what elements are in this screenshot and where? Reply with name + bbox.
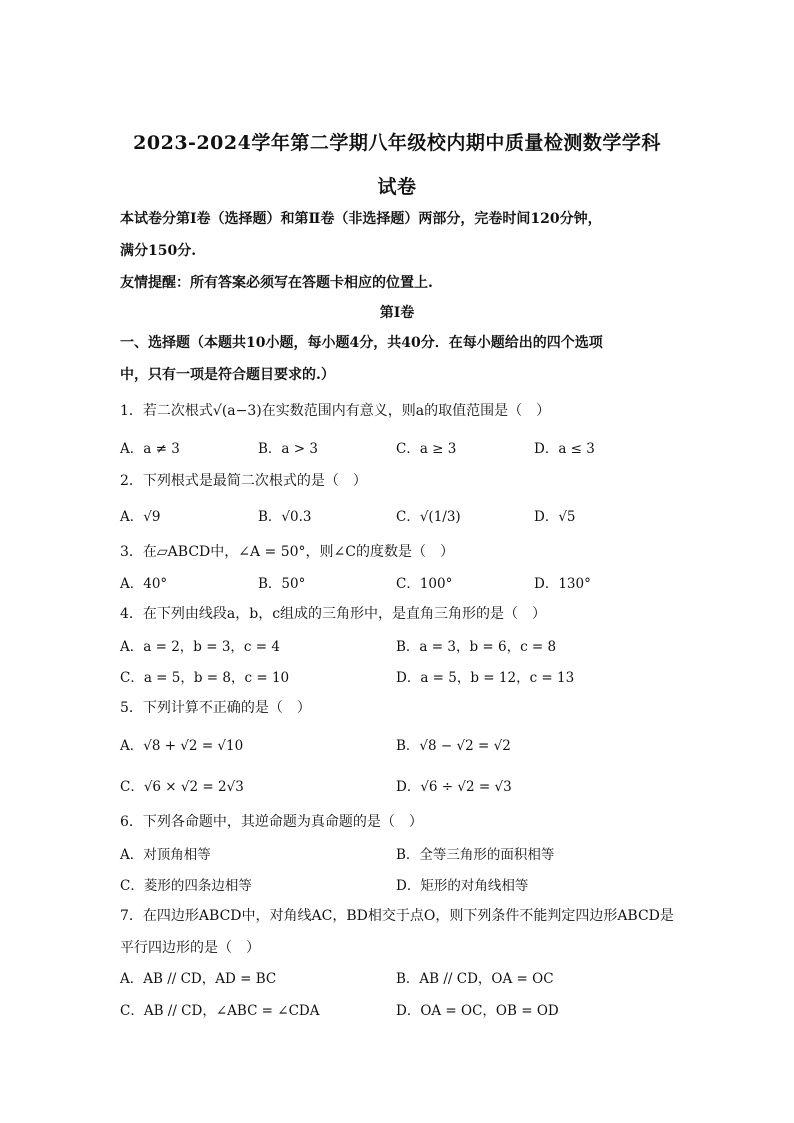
q4-option-c: C．a = 5，b = 8，c = 10 xyxy=(120,670,290,686)
q5-option-c: C．√6 × √2 = 2√3 xyxy=(120,779,244,795)
q1-option-d: D．a ≤ 3 xyxy=(534,441,595,457)
q7-option-c: C．AB // CD，∠ABC = ∠CDA xyxy=(120,1003,320,1019)
q3-option-c: C．100° xyxy=(396,576,453,592)
q7-option-d: D．OA = OC，OB = OD xyxy=(396,1003,559,1019)
reminder: 友情提醒：所有答案必须写在答题卡相应的位置上. xyxy=(120,275,433,291)
question-6-stem: 6．下列各命题中，其逆命题为真命题的是（ ） xyxy=(120,814,423,830)
q3-option-d: D．130° xyxy=(534,576,591,592)
exam-title-line2: 试卷 xyxy=(377,176,417,198)
q5-option-b: B．√8 − √2 = √2 xyxy=(396,738,511,754)
q4-option-b: B．a = 3，b = 6，c = 8 xyxy=(396,639,557,655)
question-1-stem: 1．若二次根式√(a−3)在实数范围内有意义，则a的取值范围是（ ） xyxy=(120,403,551,419)
q6-option-a: A．对顶角相等 xyxy=(120,847,211,863)
section-heading-line1: 一、选择题（本题共10小题，每小题4分，共40分．在每小题给出的四个选项 xyxy=(120,335,603,351)
q3-option-b: B．50° xyxy=(258,576,306,592)
question-4-stem: 4．在下列由线段a，b，c组成的三角形中，是直角三角形的是（ ） xyxy=(120,606,547,622)
q3-option-a: A．40° xyxy=(120,576,168,592)
question-7-stem: 7．在四边形ABCD中，对角线AC，BD相交于点O，则下列条件不能判定四边形ABCD是 xyxy=(120,908,674,924)
q2-option-c: C．√(1/3) xyxy=(396,509,461,525)
q5-option-d: D．√6 ÷ √2 = √3 xyxy=(396,779,512,795)
q6-option-d: D．矩形的对角线相等 xyxy=(396,878,529,894)
question-7-stem-cont: 平行四边形的是（ ） xyxy=(120,940,260,956)
q6-option-b: B．全等三角形的面积相等 xyxy=(396,847,555,863)
intro-line2: 满分150分. xyxy=(120,243,197,259)
q2-option-a: A．√9 xyxy=(120,509,161,525)
question-3-stem: 3．在▱ABCD中，∠A = 50°，则∠C的度数是（ ） xyxy=(120,544,454,560)
section-heading-line2: 中，只有一项是符合题目要求的.） xyxy=(120,367,335,383)
q4-option-a: A．a = 2，b = 3，c = 4 xyxy=(120,639,280,655)
q7-option-a: A．AB // CD，AD = BC xyxy=(120,971,277,987)
volume-title: 第Ⅰ卷 xyxy=(379,305,415,321)
q2-option-d: D．√5 xyxy=(534,509,576,525)
q2-option-b: B．√0.3 xyxy=(258,509,312,525)
q1-option-b: B．a > 3 xyxy=(258,441,318,457)
question-5-stem: 5．下列计算不正确的是（ ） xyxy=(120,700,311,716)
q6-option-c: C．菱形的四条边相等 xyxy=(120,878,252,894)
q5-option-a: A．√8 + √2 = √10 xyxy=(120,738,244,754)
q1-option-a: A．a ≠ 3 xyxy=(120,441,180,457)
q4-option-d: D．a = 5，b = 12，c = 13 xyxy=(396,670,575,686)
q7-option-b: B．AB // CD，OA = OC xyxy=(396,971,554,987)
question-2-stem: 2．下列根式是最简二次根式的是（ ） xyxy=(120,473,367,489)
q1-option-c: C．a ≥ 3 xyxy=(396,441,457,457)
intro-line1: 本试卷分第Ⅰ卷（选择题）和第Ⅱ卷（非选择题）两部分，完卷时间120分钟， xyxy=(120,211,602,227)
exam-title-line1: 2023-2024学年第二学期八年级校内期中质量检测数学学科 xyxy=(133,132,661,154)
